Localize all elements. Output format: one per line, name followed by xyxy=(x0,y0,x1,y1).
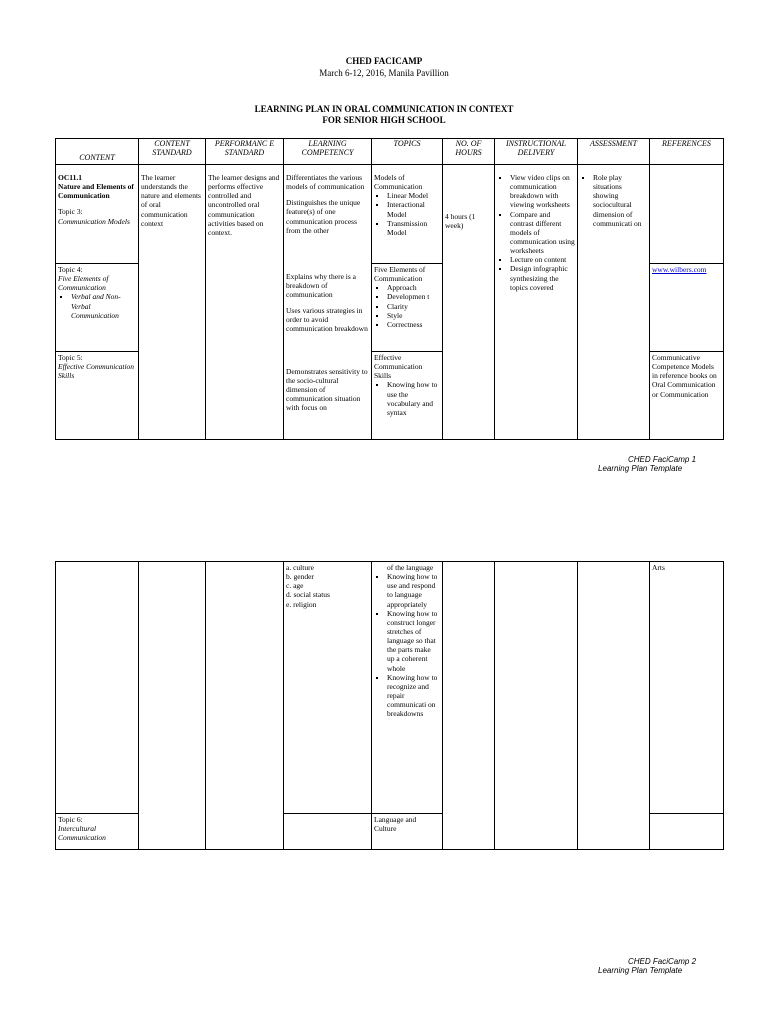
topic-label: Topic 4: xyxy=(58,265,83,274)
performance-standard-cell xyxy=(206,562,284,850)
competency-text-2: Distinguishes the unique feature(s) of one communication process from the other xyxy=(286,198,361,235)
list-item: ▪ Correctness xyxy=(387,320,440,329)
page1-footer xyxy=(598,455,718,473)
list-item: c. age xyxy=(286,581,304,591)
list-item: e. religion xyxy=(286,599,317,609)
list-item: ▪ Developmen t xyxy=(387,292,440,301)
topic-name: Five Elements of Communication xyxy=(58,274,109,293)
list-item: ▪ Interactional Model xyxy=(387,200,440,218)
footer-line: CHED FaciCamp 2 xyxy=(628,957,697,966)
assessment-cell xyxy=(578,165,650,440)
topics-cell xyxy=(372,352,443,440)
content-cell xyxy=(56,814,139,850)
references-cell xyxy=(650,352,724,440)
topic-name: Effective Communication Skills xyxy=(58,362,135,381)
reference-text: Communicative Competence Models in reference books on Oral Communication or Communication xyxy=(652,353,717,399)
competency-cell xyxy=(284,562,372,814)
col-header-content-standard: CONTENT STANDARD xyxy=(139,139,206,165)
hours-text: 4 hours (1 week) xyxy=(445,212,476,231)
hours-cell xyxy=(443,165,495,440)
col-header-hours: NO. OF HOURS xyxy=(443,139,495,165)
list-item: b. gender xyxy=(286,572,314,582)
topics-intro: Models of Communication xyxy=(374,173,423,192)
learning-plan-table-page2 xyxy=(55,561,724,850)
plan-title: LEARNING PLAN IN ORAL COMMUNICATION IN CONTEXT xyxy=(254,104,514,114)
list-item: ▪ Role play situations showing sociocultural dimension of communicati on xyxy=(593,173,647,228)
org-title: CHED FACICAMP xyxy=(345,56,423,66)
content-cell xyxy=(56,165,139,264)
content-standard-cell xyxy=(139,562,206,850)
learning-plan-table-page1 xyxy=(55,138,724,440)
content-standard-cell xyxy=(139,165,206,440)
col-header-references: REFERENCES xyxy=(650,139,724,165)
table-header-row xyxy=(56,139,724,165)
list-item: a. culture xyxy=(286,563,314,572)
col-header-performance-standard: PERFORMANC E STANDARD xyxy=(206,139,284,165)
topic-label: Topic 5: xyxy=(58,353,83,362)
content-cell xyxy=(56,562,139,814)
topics-intro: Effective Communication Skills xyxy=(374,353,423,381)
delivery-cell xyxy=(495,165,578,440)
topics-cell xyxy=(372,264,443,352)
col-header-topics: TOPICS xyxy=(372,139,443,165)
content-nature: Nature and Elements of Communication xyxy=(58,182,134,201)
list-item: ▪ Lecture on content xyxy=(510,255,575,264)
references-cell xyxy=(650,264,724,352)
topic-label: Topic 3: xyxy=(58,207,83,217)
topics-cell xyxy=(372,165,443,264)
col-header-learning-competency: LEARNING COMPETENCY xyxy=(284,139,372,165)
reference-link[interactable]: www.wilbers.com xyxy=(652,265,707,274)
list-item: ▪ Verbal and Non-Verbal Communication xyxy=(71,292,136,319)
list-item: ▪ Knowing how to use and respond to language appropriately xyxy=(387,572,440,609)
reference-text: Arts xyxy=(652,563,665,572)
list-item: ▪ Design infographic synthesizing the topics covered xyxy=(510,264,575,291)
footer-line: Learning Plan Template xyxy=(598,966,683,976)
table-row xyxy=(56,165,724,264)
date-venue: March 6-12, 2016, Manila Pavillion xyxy=(319,68,449,78)
content-cell xyxy=(56,352,139,440)
list-item: ▪ Style xyxy=(387,311,440,320)
competency-cell xyxy=(284,165,372,264)
performance-standard-cell xyxy=(206,165,284,440)
page2-footer xyxy=(598,957,718,975)
delivery-cell xyxy=(495,562,578,850)
list-item: d. social status xyxy=(286,590,330,600)
references-cell xyxy=(650,165,724,264)
competency-cell xyxy=(284,264,372,352)
topics-cell xyxy=(372,814,443,850)
footer-line: Learning Plan Template xyxy=(598,464,683,474)
competency-cell xyxy=(284,814,372,850)
content-cell xyxy=(56,264,139,352)
list-item: ▪ Approach xyxy=(387,283,440,292)
list-item: ▪ Knowing how to recognize and repair communicati on breakdowns xyxy=(387,673,440,719)
assessment-cell xyxy=(578,562,650,850)
topic-name: Intercultural Communication xyxy=(58,824,106,843)
hours-cell xyxy=(443,562,495,850)
content-standard-text: The learner understands the nature and elements of oral communication context xyxy=(141,173,201,228)
competency-text-2: Uses various strategies in order to avoid communication breakdown xyxy=(286,305,368,334)
competency-text: Explains why there is a breakdown of communication xyxy=(286,271,356,299)
topic-label: Topic 6: xyxy=(58,815,83,824)
topics-cell xyxy=(372,562,443,814)
table-row xyxy=(56,562,724,814)
col-header-assessment: ASSESSMENT xyxy=(578,139,650,165)
list-item: ▪ Knowing how to use the vocabulary and syntax xyxy=(387,380,440,417)
references-cell xyxy=(650,562,724,814)
performance-standard-text: The learner designs and performs effective controlled and uncontrolled oral communication activities based on context. xyxy=(208,173,280,237)
competency-text: Differentiates the various models of communication xyxy=(286,173,365,192)
list-item: ▪ Linear Model xyxy=(387,191,440,200)
col-header-content: CONTENT xyxy=(56,139,139,165)
competency-cell xyxy=(284,352,372,440)
plan-subtitle: FOR SENIOR HIGH SCHOOL xyxy=(322,115,446,125)
footer-line: CHED FaciCamp 1 xyxy=(628,455,697,464)
references-cell xyxy=(650,814,724,850)
list-item: ▪ Compare and contrast different models of communication using worksheets xyxy=(510,210,575,256)
list-item: ▪ Transmission Model xyxy=(387,219,440,237)
list-item: ▪ Knowing how to construct longer stretches of language so that the parts make up a coherent whole xyxy=(387,609,440,673)
competency-text: Demonstrates sensitivity to the socio-cultural dimension of communication situation with focus on xyxy=(286,366,368,413)
list-item: ▪ Clarity xyxy=(387,302,440,311)
topic-name: Communication Models xyxy=(58,216,130,226)
col-header-instructional-delivery: INSTRUCTIONAL DELIVERY xyxy=(495,139,578,165)
content-code: OC11.1 xyxy=(58,173,82,182)
topics-intro: Five Elements of Communication xyxy=(374,265,426,284)
topics-continuation: of the language xyxy=(387,563,434,572)
list-item: ▪ View video clips on communication breakdown with viewing worksheets xyxy=(510,173,575,210)
topics-text: Language and Culture xyxy=(374,815,417,834)
